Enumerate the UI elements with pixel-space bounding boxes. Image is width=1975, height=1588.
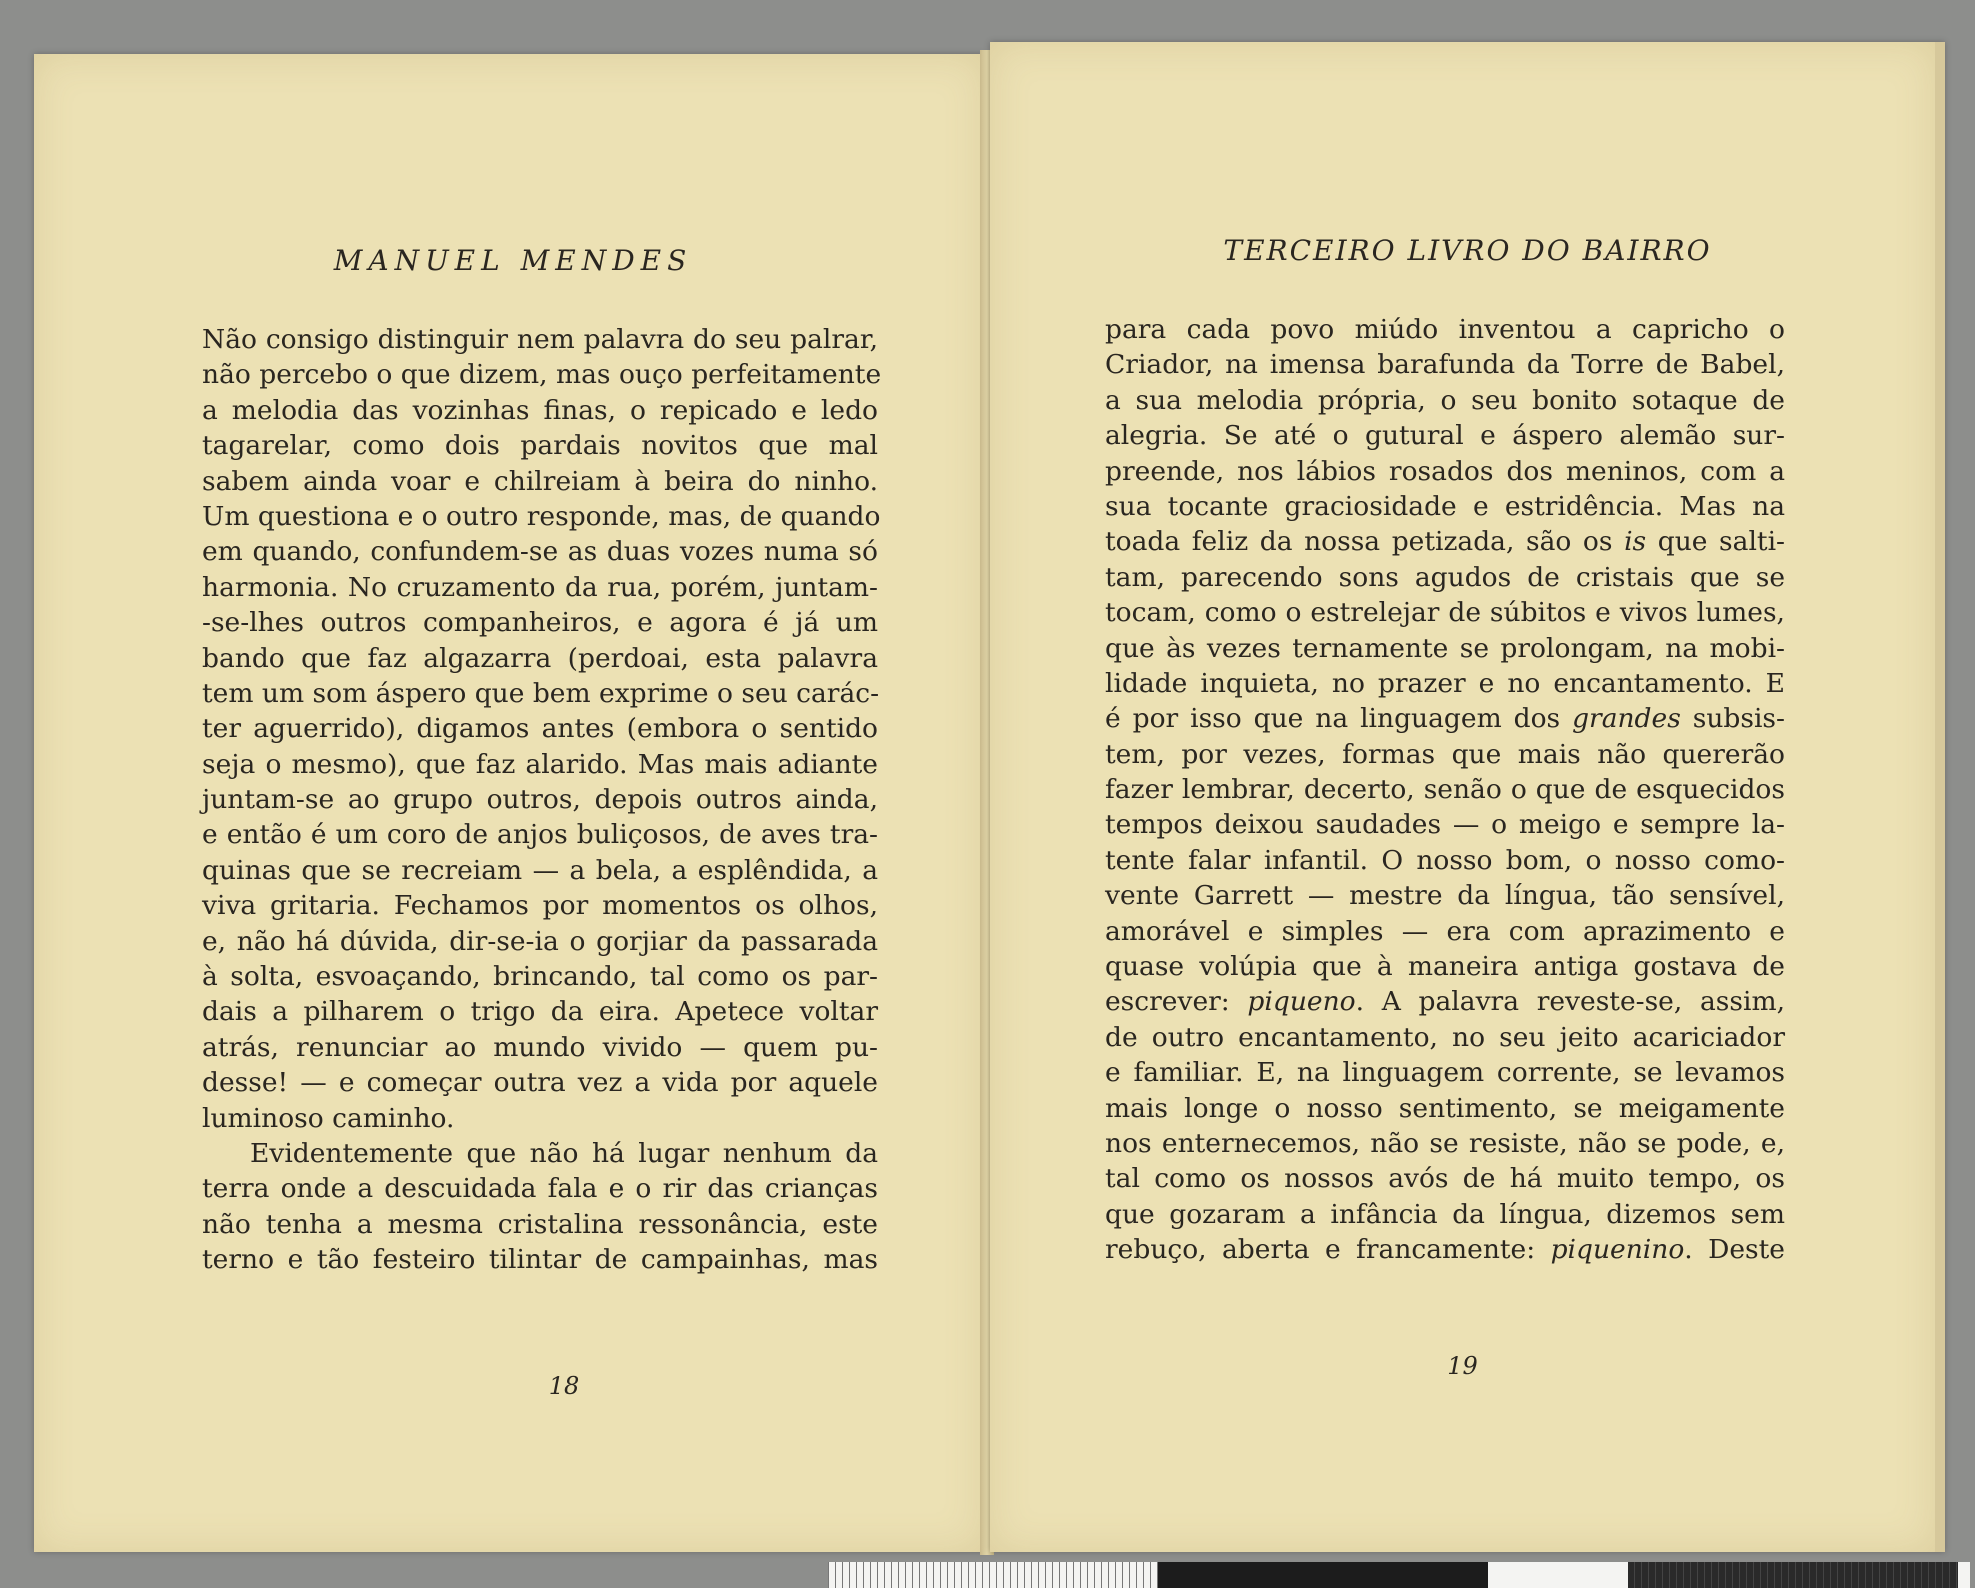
text-line: amorável e simples — era com aprazimento e	[1105, 915, 1785, 947]
text-line: luminoso caminho.	[202, 1102, 455, 1134]
text-line: tempos deixou saudades — o meigo e sempre la-	[1105, 809, 1785, 841]
text-line: lidade inquieta, no prazer e no encantamento. E	[1105, 667, 1785, 699]
scale-dark-block	[1628, 1562, 1958, 1588]
text-line: bando que faz algazarra (perdoai, esta palavra	[202, 642, 878, 674]
text-line: desse! — e começar outra vez a vida por aquele	[202, 1067, 878, 1099]
text-line: -se-lhes outros companheiros, e agora é já um	[202, 607, 878, 639]
text-line: terno e tão festeiro tilintar de campainhas, mas	[202, 1244, 878, 1276]
text-line: e então é um coro de anjos buliçosos, de aves tra-	[202, 819, 878, 851]
text-line: e, não há dúvida, dir-se-ia o gorjiar da passarada	[202, 925, 878, 957]
text-line: quinas que se recreiam — a bela, a esplêndida, a	[202, 854, 878, 886]
text-line: a melodia das vozinhas finas, o repicado e ledo	[202, 394, 878, 426]
text-line: Criador, na imensa barafunda da Torre de Babel,	[1105, 349, 1785, 381]
text-line: seja o mesmo), que faz alarido. Mas mais adiante	[202, 748, 878, 780]
running-head-author: MANUEL MENDES	[333, 244, 693, 277]
text-line: é por isso que na linguagem dos grandes subsis-	[1105, 703, 1785, 735]
text-line: preende, nos lábios rosados dos meninos, com a	[1105, 455, 1785, 487]
text-line: de outro encantamento, no seu jeito acariciador	[1105, 1021, 1785, 1053]
text-line: para cada povo miúdo inventou a capricho o	[1105, 314, 1785, 345]
right-page-body-text	[1105, 312, 1785, 1268]
text-line: que gozaram a infância da língua, dizemos sem	[1105, 1198, 1785, 1230]
text-line: Não consigo distinguir nem palavra do seu palrar,	[202, 324, 878, 355]
scale-ruler-ticks	[828, 1562, 1158, 1588]
text-line: juntam-se ao grupo outros, depois outros ainda,	[202, 784, 878, 816]
text-line: Evidentemente que não há lugar nenhum da	[250, 1137, 878, 1169]
text-line: terra onde a descuidada fala e o rir das crianças	[202, 1173, 878, 1205]
right-page	[990, 42, 1945, 1552]
text-line: vente Garrett — mestre da língua, tão sensível,	[1105, 880, 1785, 912]
text-line: e familiar. E, na linguagem corrente, se levamos	[1105, 1057, 1785, 1089]
text-line: toada feliz da nossa petizada, são os is que salti-	[1105, 526, 1785, 558]
text-line: quase volúpia que à maneira antiga gostava de	[1105, 951, 1785, 983]
text-line: tam, parecendo sons agudos de cristais que se	[1105, 561, 1785, 593]
text-line: alegria. Se até o gutural e áspero alemão sur-	[1105, 420, 1785, 452]
italic-word: is	[1624, 526, 1647, 558]
italic-word: piqueno	[1247, 986, 1356, 1018]
text-line: atrás, renunciar ao mundo vivido — quem pu-	[202, 1031, 878, 1063]
text-line: não percebo o que dizem, mas ouço perfeitamente	[202, 359, 882, 391]
scale-dark-block	[1158, 1562, 1488, 1588]
text-line: tente falar infantil. O nosso bom, o nosso como-	[1105, 844, 1785, 876]
text-line: em quando, confundem-se as duas vozes numa só	[202, 536, 878, 568]
page-number: 18	[548, 1372, 580, 1400]
text-line: mais longe o nosso sentimento, se meigamente	[1105, 1092, 1785, 1124]
text-line: tal como os nossos avós de há muito tempo, os	[1105, 1163, 1785, 1195]
scale-light-block	[1488, 1562, 1628, 1588]
italic-word: grandes	[1572, 703, 1681, 735]
color-scale-bar	[828, 1562, 1970, 1588]
left-page-body-text	[202, 322, 882, 1278]
text-line: viva gritaria. Fechamos por momentos os olhos,	[202, 890, 878, 922]
text-line: fazer lembrar, decerto, senão o que de esquecidos	[1105, 774, 1785, 806]
italic-word: piquenino	[1550, 1234, 1685, 1266]
text-line: sabem ainda voar e chilreiam à beira do ninho.	[202, 465, 878, 497]
page-number: 19	[1447, 1352, 1478, 1380]
text-line: Um questiona e o outro responde, mas, de quando	[202, 500, 881, 532]
text-line: à solta, esvoaçando, brincando, tal como os par-	[202, 961, 878, 993]
running-head-title: TERCEIRO LIVRO DO BAIRRO	[1223, 234, 1712, 267]
text-line: escrever: piqueno. A palavra reveste-se, assim,	[1105, 986, 1785, 1018]
text-line: a sua melodia própria, o seu bonito sotaque de	[1105, 384, 1785, 416]
text-line: não tenha a mesma cristalina ressonância, este	[202, 1208, 878, 1240]
text-line: tocam, como o estrelejar de súbitos e vivos lumes,	[1105, 597, 1785, 629]
text-line: que às vezes ternamente se prolongam, na mobi-	[1105, 632, 1785, 664]
text-line: ter aguerrido), digamos antes (embora o sentido	[202, 713, 878, 745]
text-line: dais a pilharem o trigo da eira. Apetece voltar	[202, 996, 878, 1028]
left-page	[34, 54, 985, 1552]
text-line: nos enternecemos, não se resiste, não se pode, e,	[1105, 1127, 1785, 1159]
text-line: tem, por vezes, formas que mais não quererão	[1105, 738, 1785, 770]
text-line: tem um som áspero que bem exprime o seu carác-	[202, 677, 880, 709]
text-line: harmonia. No cruzamento da rua, porém, juntam-	[202, 571, 878, 603]
text-line: rebuço, aberta e francamente: piquenino. Deste	[1105, 1234, 1785, 1266]
text-line: tagarelar, como dois pardais novitos que mal	[202, 430, 878, 462]
text-line: sua tocante graciosidade e estridência. Mas na	[1105, 490, 1785, 522]
